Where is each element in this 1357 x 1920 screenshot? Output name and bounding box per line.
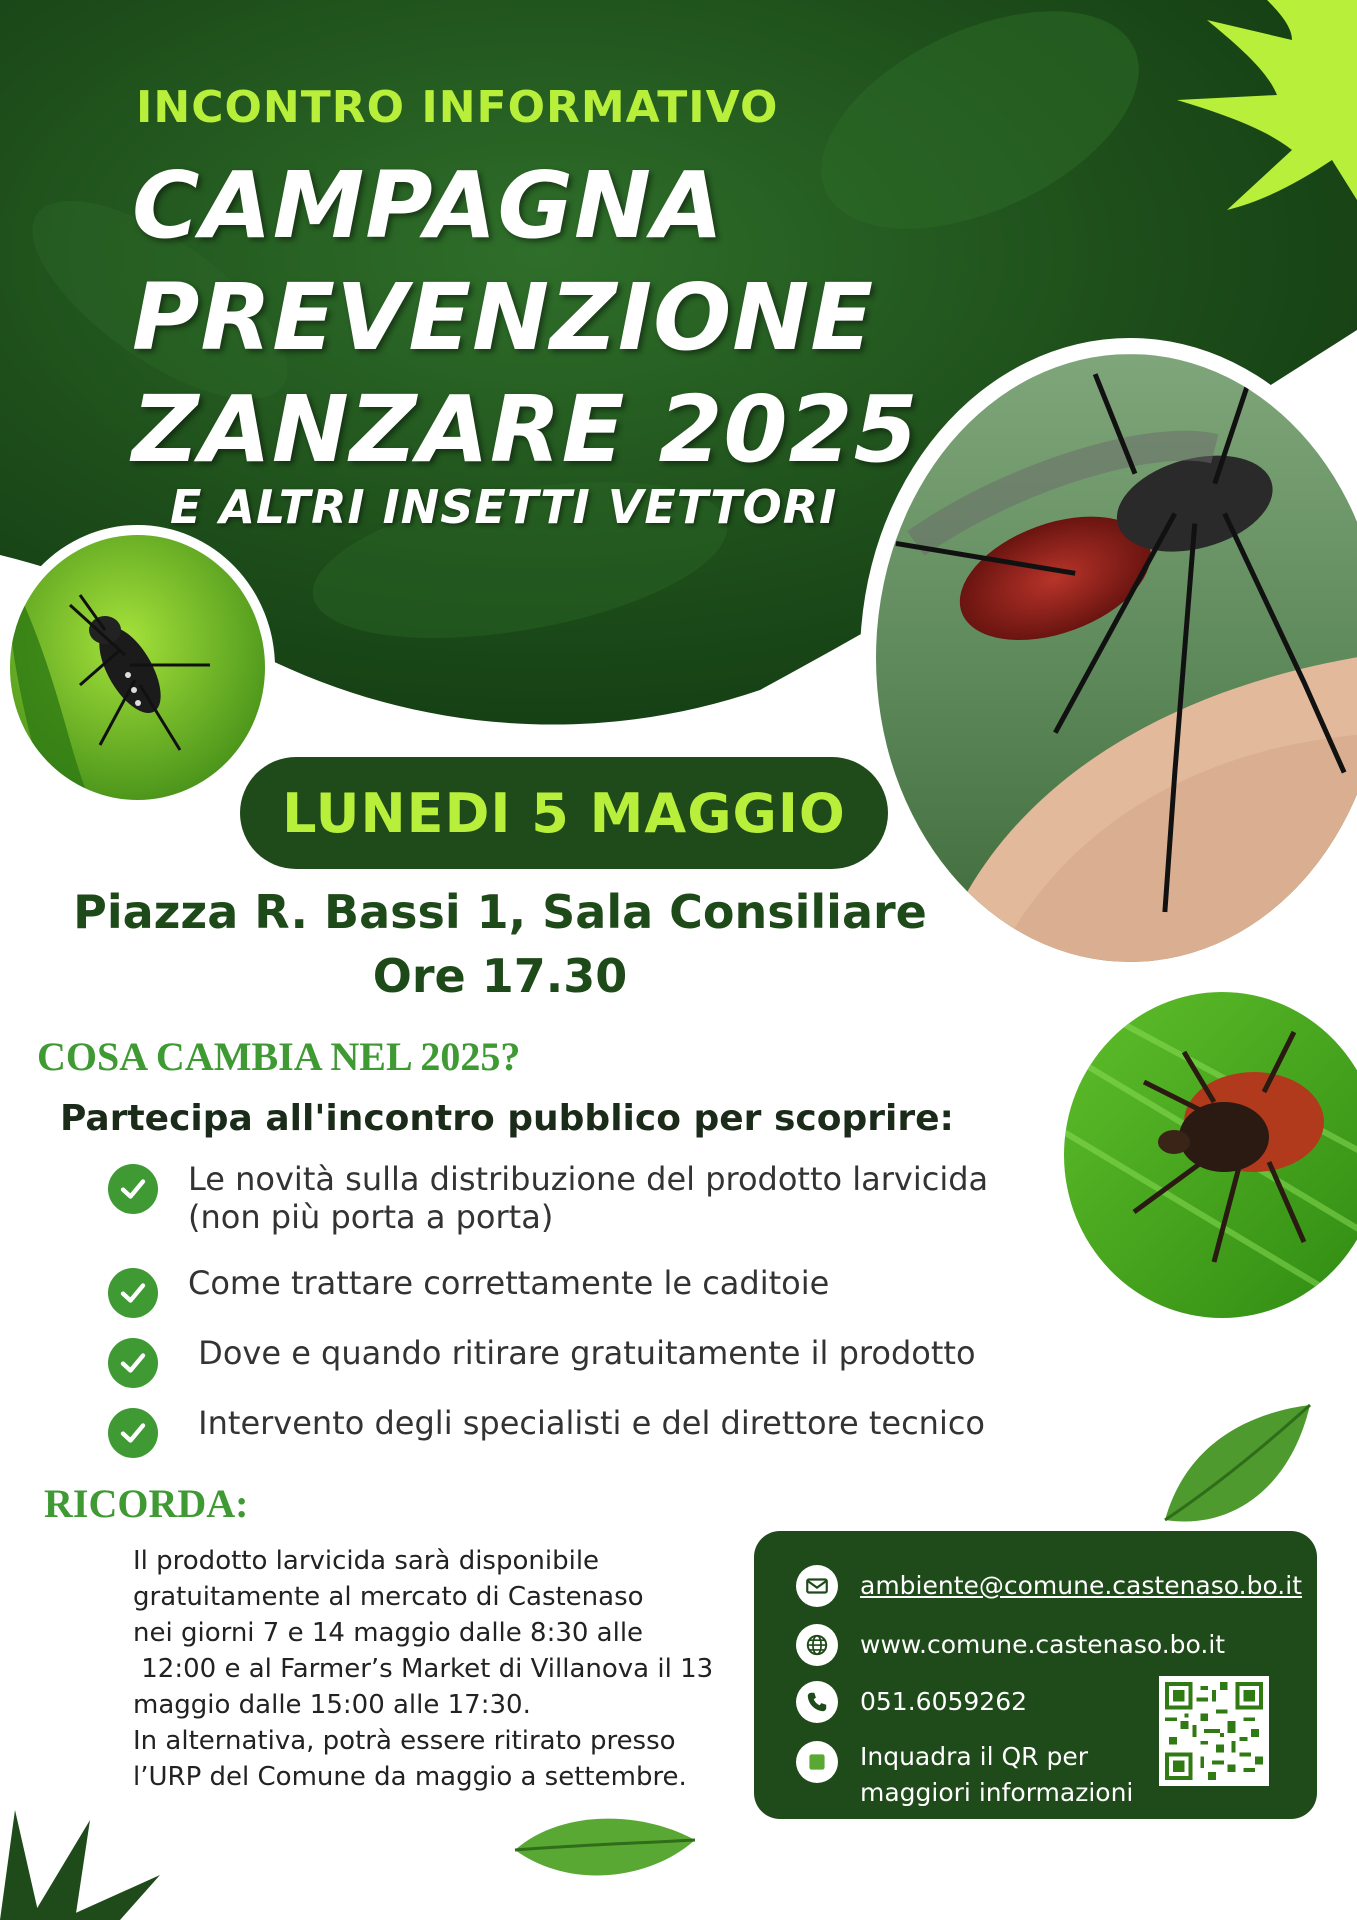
changes-intro: Partecipa all'incontro pubblico per scoprire: (60, 1098, 954, 1139)
qr-caption: maggiori informazioni (860, 1778, 1134, 1807)
website-link[interactable]: www.comune.castenaso.bo.it (860, 1630, 1226, 1659)
email-link[interactable]: ambiente@comune.castenaso.bo.it (860, 1571, 1302, 1600)
venue-block (40, 880, 960, 1008)
phone-row[interactable] (796, 1681, 1027, 1723)
event-time: Ore 17.30 (372, 949, 628, 1003)
event-date-badge: LUNEDI 5 MAGGIO (240, 757, 888, 869)
contact-box (754, 1531, 1317, 1819)
phone-icon (796, 1681, 838, 1723)
title-line: ZANZARE 2025 (132, 376, 919, 483)
qr-square-icon (796, 1741, 838, 1783)
globe-icon (796, 1624, 838, 1666)
list-item (108, 1404, 985, 1458)
qr-code[interactable] (1159, 1676, 1269, 1786)
check-icon (108, 1164, 158, 1214)
phone-number[interactable]: 051.6059262 (860, 1687, 1028, 1716)
list-item-text: Intervento degli specialisti e del direttore tecnico (188, 1404, 985, 1442)
remember-line: In alternativa, potrà essere ritirato presso (133, 1726, 676, 1756)
list-item-text: Come trattare correttamente le caditoie (188, 1264, 830, 1302)
list-item (108, 1160, 988, 1236)
check-icon (108, 1338, 158, 1388)
check-icon (108, 1268, 158, 1318)
venue-address: Piazza R. Bassi 1, Sala Consiliare (73, 885, 927, 939)
remember-line: Il prodotto larvicida sarà disponibile (133, 1546, 600, 1576)
email-row[interactable] (796, 1565, 1302, 1607)
website-row[interactable] (796, 1624, 1225, 1666)
leaf-decoration (1150, 1400, 1320, 1540)
star-burst-decoration (1117, 0, 1357, 240)
title-line: CAMPAGNA (132, 152, 725, 259)
changes-heading: COSA CAMBIA NEL 2025? (37, 1034, 521, 1079)
qr-caption: Inquadra il QR per (860, 1742, 1089, 1771)
list-item (108, 1334, 976, 1388)
remember-text (133, 1543, 753, 1795)
tick-on-grass-photo (1052, 980, 1357, 1330)
mosquito-on-leaf-photo (0, 525, 275, 810)
remember-line: 12:00 e al Farmer’s Market di Villanova il 13 (133, 1654, 714, 1684)
qr-row (796, 1739, 1133, 1811)
list-item (108, 1264, 829, 1318)
remember-line: l’URP del Comune da maggio a settembre. (133, 1762, 687, 1792)
subtitle: E ALTRI INSETTI VETTORI (170, 480, 838, 534)
title-line: PREVENZIONE (132, 264, 875, 371)
leaf-decoration (510, 1805, 700, 1895)
list-item-text: Le novità sulla distribuzione del prodotto larvicida (188, 1160, 989, 1198)
eyebrow-title: INCONTRO INFORMATIVO (136, 82, 779, 133)
main-title (132, 150, 919, 486)
remember-line: nei giorni 7 e 14 maggio dalle 8:30 alle (133, 1618, 644, 1648)
list-item-text: (non più porta a porta) (188, 1198, 554, 1236)
check-icon (108, 1408, 158, 1458)
remember-line: gratuitamente al mercato di Castenaso (133, 1582, 644, 1612)
remember-heading: RICORDA: (44, 1481, 249, 1526)
mail-icon (796, 1565, 838, 1607)
list-item-text: Dove e quando ritirare gratuitamente il prodotto (188, 1334, 976, 1372)
remember-line: maggio dalle 15:00 alle 17:30. (133, 1690, 531, 1720)
